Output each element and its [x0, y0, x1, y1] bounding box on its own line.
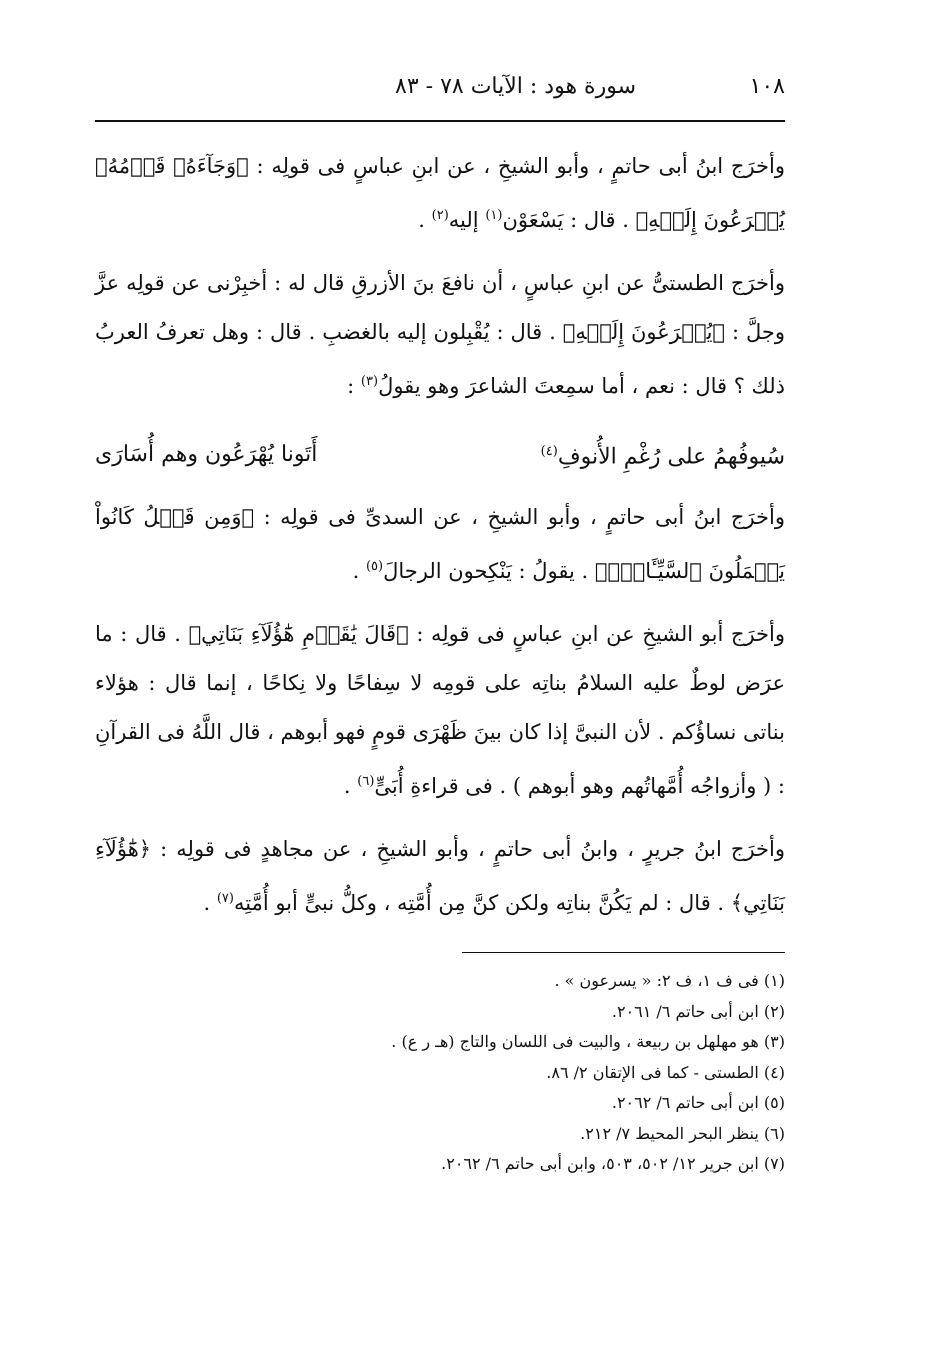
footnote: (٥) ابن أبى حاتم ٦/ ٢٠٦٢. — [611, 1093, 785, 1112]
poem-verse — [95, 425, 785, 485]
footnote-ref: (٤) — [540, 444, 558, 460]
footnotes — [95, 966, 785, 1180]
footnote-rule — [462, 952, 785, 953]
footnote: (٤) الطستى - كما فى الإتقان ٢/ ٨٦. — [546, 1062, 785, 1082]
paragraph: وأخرَج ابنُ جريرٍ ، وابنُ أبى حاتمٍ ، وأبو الشيخِ ، عن مجاهدٍ فى قولِه : ﴿هَٰٓؤُلَآءِ بَنَاتِي﴾ . قال : لم يَكُنَّ بناتِه ولكن كنَّ مِن أُمَّتِه ، وكلُّ نبىٍّ أبو أُمَّتِه$^{(٧)}$ . — [95, 837, 785, 915]
running-header — [95, 56, 785, 116]
footnote-ref: (٧) — [216, 891, 234, 906]
paragraph: وأخرَج ابنُ أبى حاتمٍ ، وأبو الشيخِ ، عن ابنِ عباسٍ فى قولِه : ﴿وَجَآءَهُۥ قَوۡمُهُۥ يُهۡرَعُونَ إِلَيۡهِ﴾ . قال : يَسْعَوْن$^{(١)}$ إليه$^{(٢)}$ . — [95, 154, 785, 232]
footnote-ref: (٣) — [360, 374, 379, 389]
running-title: سورة هود : الآيات ٧٨ - ٨٣ — [395, 73, 636, 99]
header-rule — [95, 120, 785, 122]
paragraph: وأخرَج أبو الشيخِ عن ابنِ عباسٍ فى قولِه : ﴿قَالَ يَٰقَوۡمِ هَٰٓؤُلَآءِ بَنَاتِي﴾ . قال : ما عرَض لوطٌ عليه السلامُ بناتِه على قومِه لا سِفاحًا ولا نِكاحًا ، إنما قال : هؤلاء بناتى نساؤُكم . لأن النبىَّ إذا كان بينَ ظَهْرَى قومٍ فهو أبوهم ، قال اللَّهُ فى القرآنِ : ( وأزواجُه أُمَّهاتُهم وهو أبوهم ) . فى قراءةِ أُبَىٍّ$^{(٦)}$ . — [95, 622, 785, 798]
footnote: (٢) ابن أبى حاتم ٦/ ٢٠٦١. — [611, 1001, 785, 1021]
footnote-ref: (٦) — [357, 774, 375, 789]
paragraph: وأخرَج الطستىُّ عن ابنِ عباسٍ ، أن نافعَ بنَ الأزرقِ قال له : أخبِرْنى عن قولِه عزَّ وجلَّ : ﴿يُهۡرَعُونَ إِلَيۡهِ﴾ . قال : يُقْبِلون إليه بالغضبِ . قال : وهل تعرفُ العربُ ذلك ؟ قال : نعم ، أما سمِعتَ الشاعرَ وهو يقولُ$^{(٣)}$ : — [95, 271, 785, 398]
footnote: (٦) ينظر البحر المحيط ٧/ ٢١٢. — [580, 1123, 785, 1143]
footnote: (٣) هو مهلهل بن ربيعة ، والبيت فى اللسان والتاج (هـ ر ع) . — [391, 1032, 785, 1051]
footnote-ref: (١) — [485, 208, 503, 223]
main-text — [95, 142, 785, 928]
footnote: (١) فى ف ١، ف ٢: « يسرعون » . — [554, 971, 785, 990]
footnote-ref: (٢) — [431, 208, 449, 223]
poem-first-hemistich: سُيوفُهمُ على رُغْمِ الأُنوفِ$^{(٤)}$ — [540, 444, 785, 470]
poem-second-hemistich: أَتَونا يُهْرَعُون وهم أُسَارَى — [95, 442, 318, 467]
footnote: (٧) ابن جرير ١٢/ ٥٠٢، ٥٠٣، وابن أبى حاتم ٦/ ٢٠٦٢. — [441, 1154, 785, 1173]
footnote-ref: (٥) — [365, 559, 384, 574]
paragraph: وأخرَج ابنُ أبى حاتمٍ ، وأبو الشيخِ ، عن السدىِّ فى قولِه : ﴿وَمِن قَبۡلُ كَانُواْ يَعۡمَلُونَ ٱلسَّيِّـَٔاتِۚ﴾ . يقولُ : يَنْكِحون الرجالَ$^{(٥)}$ . — [95, 505, 785, 583]
page-number: ١٠٨ — [749, 73, 785, 99]
